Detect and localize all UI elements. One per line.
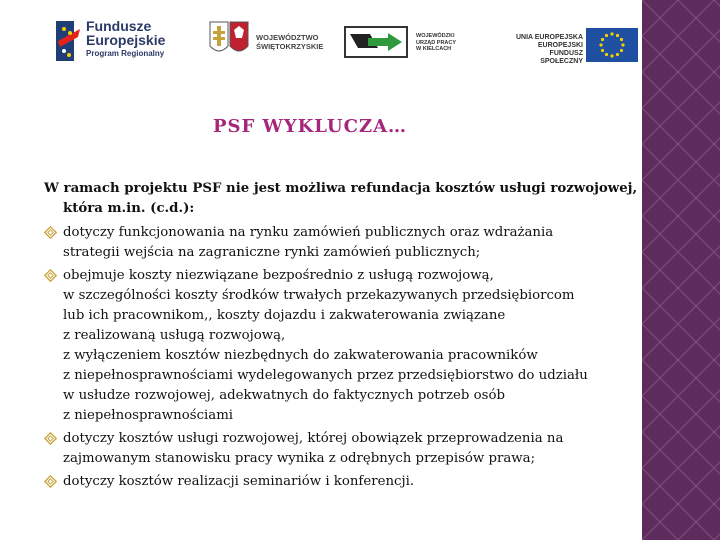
intro-paragraph: W ramach projektu PSF nie jest możliwa refundacja kosztów usługi rozwojowej, która m.in. (c.d.): <box>44 181 638 216</box>
wojewodztwo-line2: ŚWIĘTOKRZYSKIE <box>256 41 324 51</box>
fundusze-line3: Program Regionalny <box>86 49 165 58</box>
bullet-text-line: z niepełnosprawnościami <box>63 408 234 423</box>
bullet-item <box>44 223 639 263</box>
bullet-item <box>44 266 639 426</box>
bullet-text-line: strategii wejścia na zagraniczne rynki zamówień publicznych; <box>63 245 481 260</box>
wojewodztwo-logo <box>208 20 328 62</box>
fundusze-emblem-icon <box>52 17 84 65</box>
bullet-text-line: z realizowaną usługą rozwojową, <box>63 328 286 343</box>
fundusze-europejskie-logo <box>52 17 192 65</box>
fundusze-line1: Fundusze <box>86 18 152 34</box>
decorative-side-band <box>642 0 720 540</box>
bullet-item <box>44 429 639 469</box>
ue-line2: EUROPEJSKI <box>537 42 583 50</box>
bullet-text-line: obejmuje koszty niezwiązane bezpośrednio z usługą rozwojową, <box>63 268 494 283</box>
wup-line2: URZĄD PRACY <box>416 39 457 46</box>
bullet-text-line: w szczególności koszty środków trwałych przekazywanych przedsiębiorcom <box>63 288 575 303</box>
diamond-bullet-icon <box>44 226 57 239</box>
diamond-bullet-icon <box>44 432 57 445</box>
bullet-text-line: z niepełnosprawnościami wydelegowanych przez przedsiębiorstwo do udziału <box>63 368 588 383</box>
slide-title: PSF WYKLUCZA… <box>212 116 408 137</box>
ue-logo <box>508 22 642 64</box>
bullet-text-line: z wyłączeniem kosztów niezbędnych do zakwaterowania pracowników <box>63 348 538 363</box>
diamond-bullet-icon <box>44 269 57 282</box>
wojewodztwo-line1: WOJEWÓDZTWO <box>256 33 319 42</box>
diamond-pattern-icon <box>642 0 720 540</box>
wup-line1: WOJEWÓDZKI <box>416 33 455 39</box>
diamond-bullet-icon <box>44 475 57 488</box>
bullet-text-line: lub ich pracownikom,, koszty dojazdu i zakwaterowania związane <box>63 308 506 323</box>
logo-bar <box>0 0 642 90</box>
bullet-text-line: dotyczy kosztów usługi rozwojowej, której obowiązek przeprowadzenia na <box>63 431 564 446</box>
eu-flag-icon <box>586 28 638 62</box>
bullet-text-line: dotyczy funkcjonowania na rynku zamówień publicznych oraz wdrażania <box>63 225 554 240</box>
bullet-item <box>44 472 639 492</box>
bullet-list <box>44 223 639 492</box>
slide-body <box>44 179 639 495</box>
wup-line3: W KIELCACH <box>416 46 452 53</box>
wup-arrow-icon <box>344 22 410 62</box>
coat-of-arms-icon <box>208 20 252 60</box>
bullet-text-line: w usłudze rozwojowej, adekwatnych do faktycznych potrzeb osób <box>63 388 505 403</box>
bullet-text-line: dotyczy kosztów realizacji seminariów i konferencji. <box>63 474 415 489</box>
ue-line3: FUNDUSZ SPOŁECZNY <box>540 50 583 66</box>
bullet-text-line: zajmowanym stanowisku pracy wynika z odrębnych przepisów prawa; <box>63 451 536 466</box>
fundusze-line2: Europejskie <box>86 32 166 48</box>
wup-logo <box>344 22 484 62</box>
ue-line1: UNIA EUROPEJSKA <box>515 34 583 41</box>
